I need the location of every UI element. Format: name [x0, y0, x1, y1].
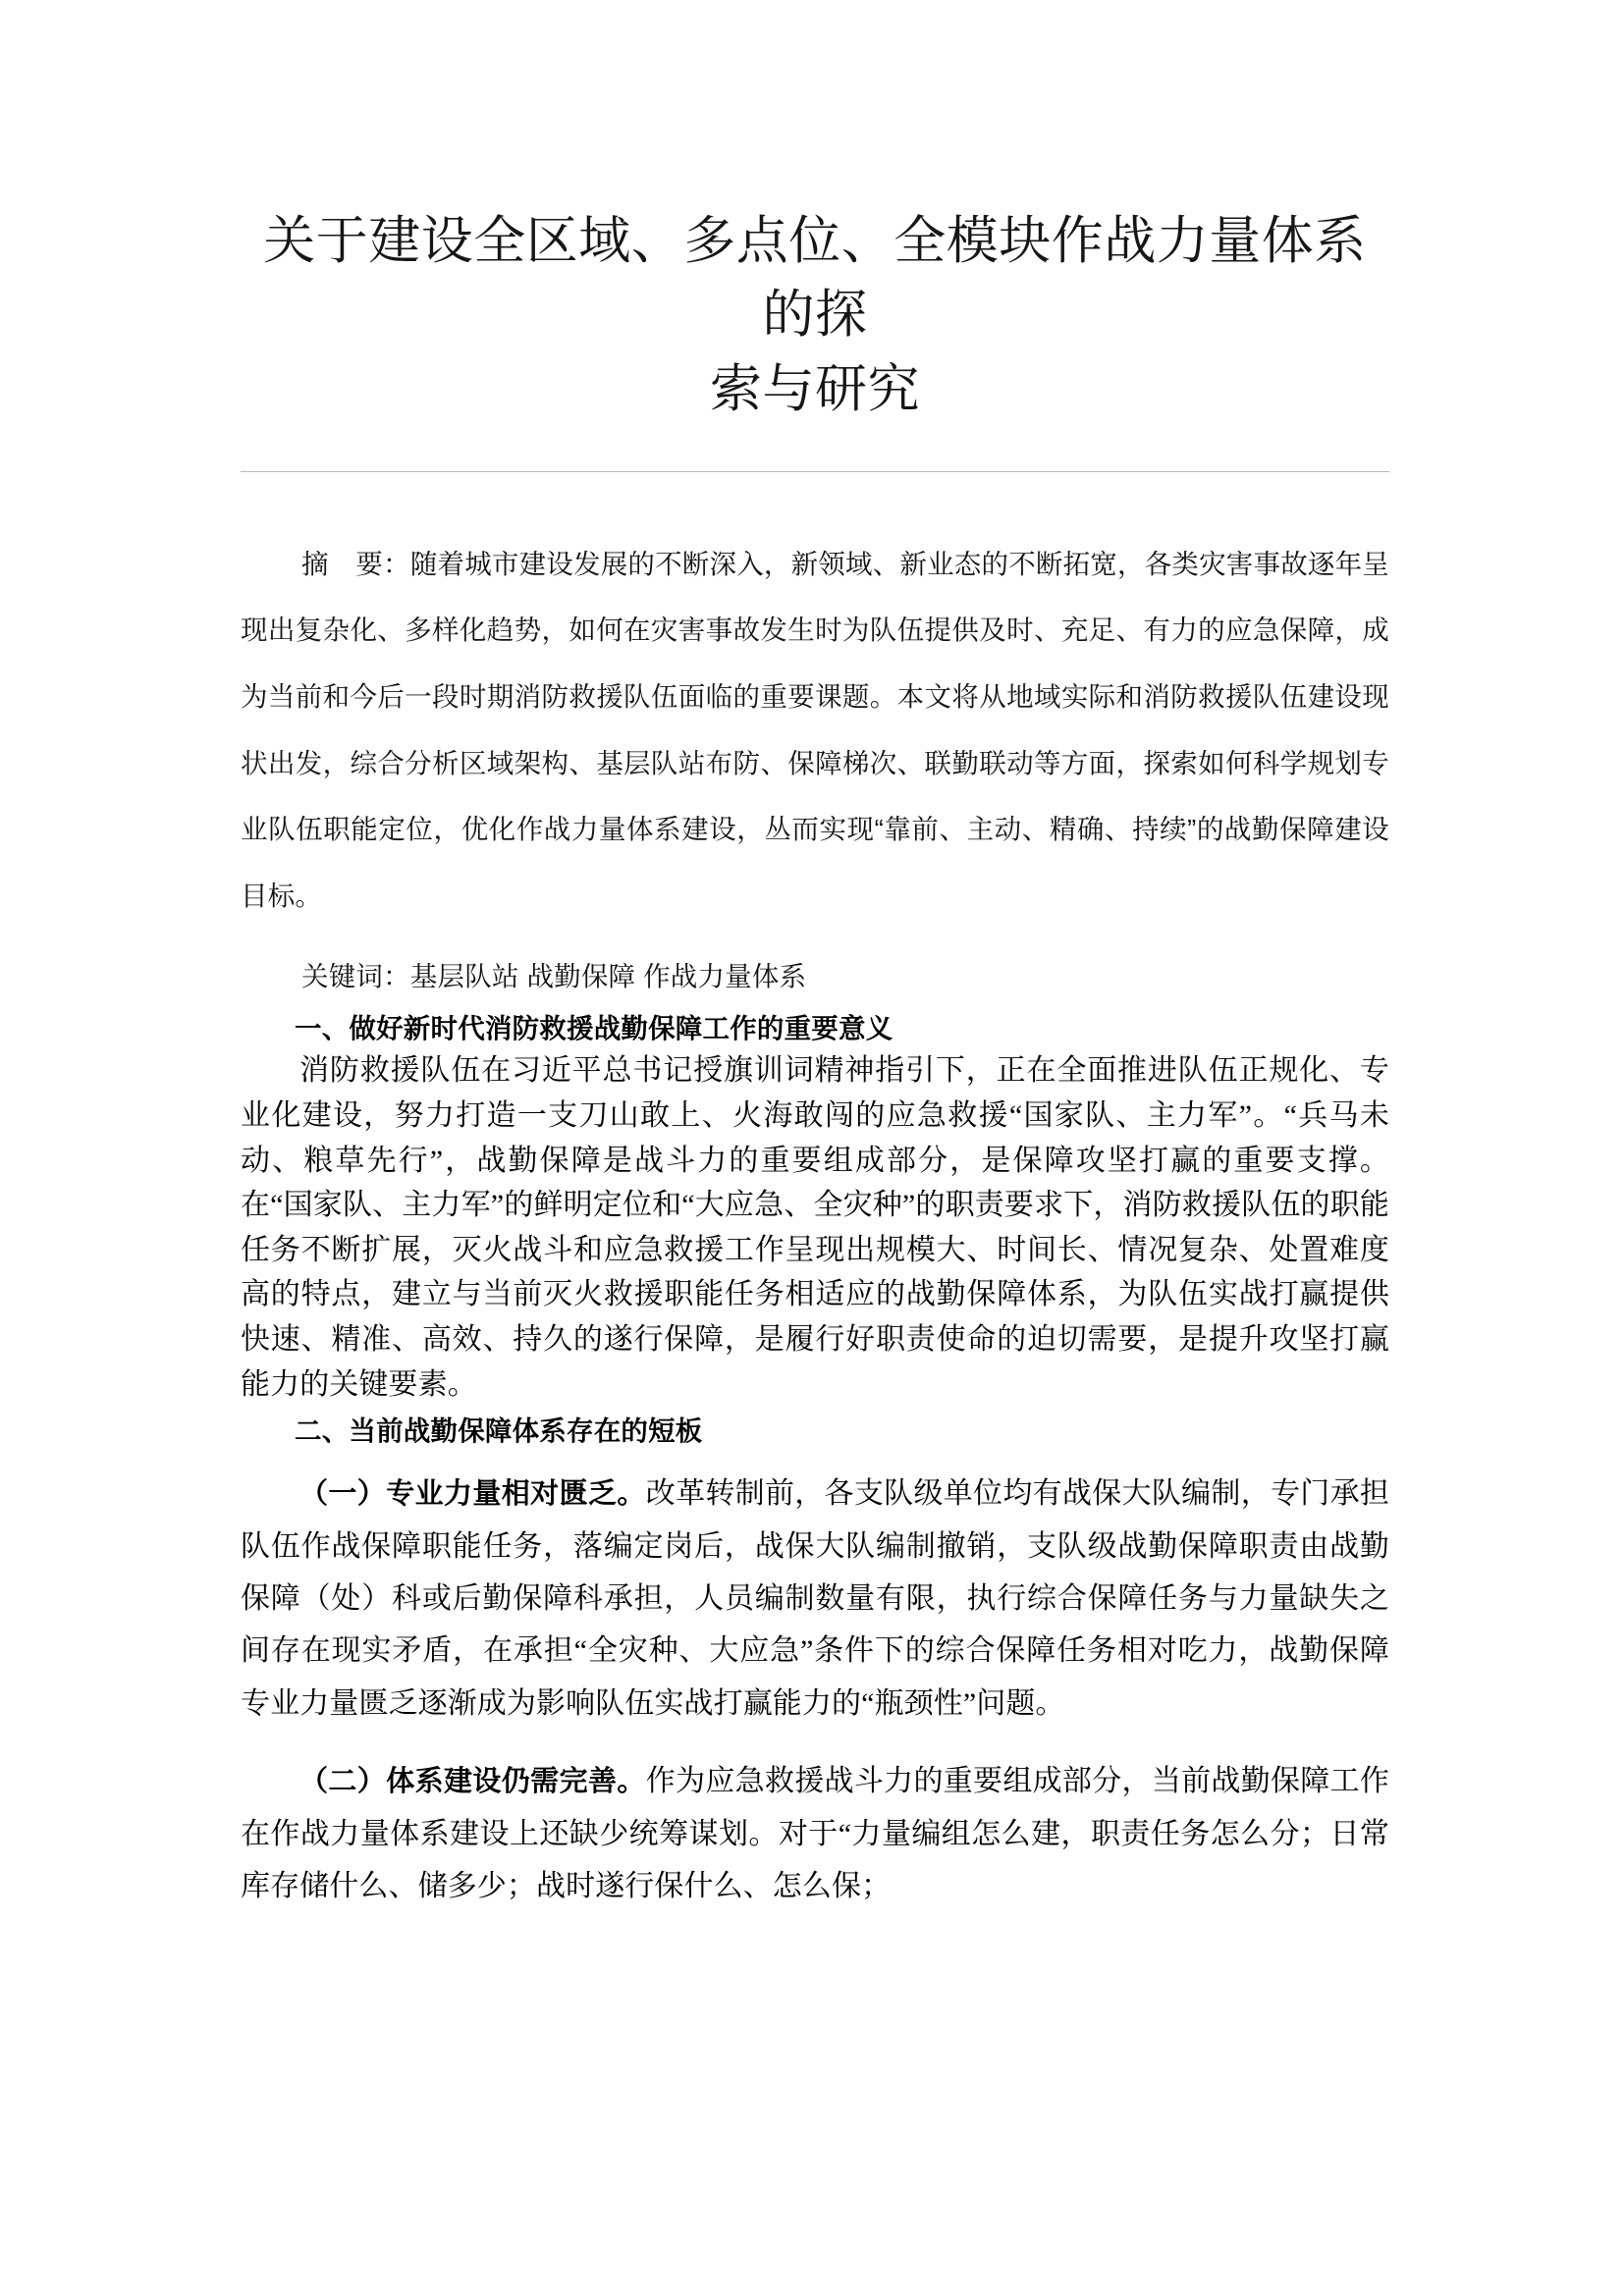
subsection-2-1-text: 改革转制前，各支队级单位均有战保大队编制，专门承担队伍作战保障职能任务，落编定岗后，战保大队编制撤销，支队级战勤保障职责由战勤保障（处）科或后勤保障科承担，人员编制数量有限，执行综合保障任务与力量缺失之间存在现实矛盾，在承担“全灾种、大应急”条件下的综合保障任务相对吃力，战勤保障专业力量匮乏逐渐成为影响队伍实战打赢能力的“瓶颈性”问题。: [241, 1476, 1389, 1720]
title-divider: [241, 471, 1389, 472]
subsection-2-2-label: （二）体系建设仍需完善。: [299, 1766, 646, 1798]
spacer: [241, 1730, 1389, 1755]
section-heading-1: 一、做好新时代消防救援战勤保障工作的重要意义: [295, 1012, 893, 1043]
title-line-1: 关于建设全区域、多点位、全模块作战力量体系的探: [263, 212, 1367, 345]
abstract-text: 随着城市建设发展的不断深入，新领域、新业态的不断拓宽，各类灾害事故逐年呈现出复杂化、多样化趋势，如何在灾害事故发生时为队伍提供及时、充足、有力的应急保障，成为当前和今后一段时期消防救援队伍面临的重要课题。本文将从地域实际和消防救援队伍建设现状出发，综合分析区域架构、基层队站布防、保障梯次、联勤联动等方面，探索如何科学规划专业队伍职能定位，优化作战力量体系建设，丛而实现“靠前、主动、精确、持续”的战勤保障建设目标。: [241, 548, 1390, 911]
abstract-paragraph: [241, 531, 1389, 930]
title-line-2: 索与研究: [710, 359, 920, 418]
spacer: [241, 1452, 1389, 1468]
subsection-2-2: [241, 1755, 1389, 1912]
subsection-2-2-text: 作为应急救援战斗力的重要组成部分，当前战勤保障工作在作战力量体系建设上还缺少统筹谋划。对于“力量编组怎么建，职责任务怎么分；日常库存储什么、储多少；战时遂行保什么、怎么保；: [241, 1765, 1389, 1903]
subsection-2-1-label: （一）专业力量相对匮乏。: [299, 1477, 646, 1510]
subsection-2-1: [241, 1468, 1389, 1730]
page-title: [241, 0, 1389, 426]
keywords-line: 关键词：基层队站 战勤保障 作战力量体系: [301, 960, 807, 991]
abstract-label: 摘 要：: [301, 548, 410, 579]
section-heading-2: 二、当前战勤保障体系存在的短板: [295, 1415, 703, 1447]
page-content: [241, 0, 1389, 1913]
section-1-paragraph-1: 消防救援队伍在习近平总书记授旗训词精神指引下，正在全面推进队伍正规化、专业化建设，努力打造一支刀山敢上、火海敢闯的应急救援“国家队、主力军”。“兵马未动、粮草先行”，战勤保障是战斗力的重要组成部分，是保障攻坚打赢的重要支撑。在“国家队、主力军”的鲜明定位和“大应急、全灾种”的职责要求下，消防救援队伍的职能任务不断扩展，灭火战斗和应急救援工作呈现出规模大、时间长、情况复杂、处置难度高的特点，建立与当前灭火救援职能任务相适应的战勤保障体系，为队伍实战打赢提供快速、精准、高效、持久的遂行保障，是履行好职责使命的迫切需要，是提升攻坚打赢能力的关键要素。: [241, 1054, 1389, 1401]
